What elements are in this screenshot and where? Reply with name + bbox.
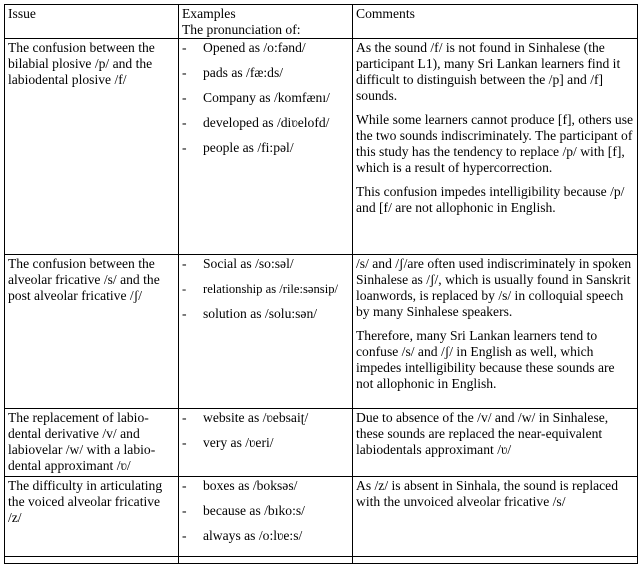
header-row <box>5 5 638 39</box>
example-item: - relationship as /rile:sənsip/ <box>182 281 349 297</box>
examples-list <box>182 410 349 451</box>
issue-cell: The difficulty in articulating the voiced alveolar fricative /z/ <box>5 477 179 557</box>
table-row <box>5 477 638 557</box>
header-issue-text: Issue <box>8 6 36 21</box>
examples-cell <box>179 255 353 409</box>
comment-paragraph: While some learners cannot produce [f], others use the two sounds indiscriminately. The participant of this study has the tendency to replace /p/ with [f], which is a result of hypercorrection. <box>356 112 634 175</box>
examples-cell <box>179 409 353 477</box>
examples-list <box>182 256 349 322</box>
examples-list <box>182 40 349 156</box>
issue-cell: The confusion between the alveolar fricative /s/ and the post alveolar fricative /ʃ/ <box>5 255 179 409</box>
example-item: - always as /o:lʋe:s/ <box>182 528 349 544</box>
example-item: - very as /ʋeri/ <box>182 435 349 451</box>
comments-cell <box>353 255 638 409</box>
empty-cell <box>353 557 638 564</box>
comments-cell <box>353 477 638 557</box>
empty-cell <box>179 557 353 564</box>
table-row <box>5 39 638 255</box>
comment-paragraph: As the sound /f/ is not found in Sinhalese (the participant L1), many Sri Lankan learners find it difficult to distinguish between the /p] and /f] sounds. <box>356 40 621 103</box>
example-item: - people as /fi:pəl/ <box>182 140 349 156</box>
table-row <box>5 255 638 409</box>
example-item: - solution as /solu:sən/ <box>182 306 349 322</box>
comment-paragraph: This confusion impedes intelligibility because /p/ and [f/ are not allophonic in English. <box>356 184 625 215</box>
example-item: - Opened as /o:fənd/ <box>182 40 349 56</box>
comments-cell <box>353 409 638 477</box>
examples-cell <box>179 477 353 557</box>
table-row-partial <box>5 557 638 564</box>
example-item: - boxes as /boksəs/ <box>182 478 349 494</box>
header-examples-text: Examples <box>182 6 236 21</box>
example-item: - Company as /komfænı/ <box>182 90 349 106</box>
comment-paragraph: As /z/ is absent in Sinhala, the sound is replaced with the unvoiced alveolar fricative /s/ <box>356 478 619 509</box>
header-comments <box>353 5 638 39</box>
header-issue <box>5 5 179 39</box>
comments-cell <box>353 39 638 255</box>
header-examples-subtext: The pronunciation of: <box>182 22 301 37</box>
examples-cell <box>179 39 353 255</box>
issue-cell: The confusion between the bilabial plosive /p/ and the labiodental plosive /f/ <box>5 39 179 255</box>
empty-cell <box>5 557 179 564</box>
comment-paragraph: Therefore, many Sri Lankan learners tend to confuse /s/ and /ʃ/ in English as well, which impedes intelligibility because these sounds are not allophonic in English. <box>356 328 615 391</box>
comment-paragraph: Due to absence of the /v/ and /w/ in Sinhalese, these sounds are replaced the near-equivalent labiodentals approximant /ʋ/ <box>356 410 609 457</box>
examples-list <box>182 478 349 544</box>
comment-paragraph: /s/ and /ʃ/are often used indiscriminately in spoken Sinhalese as /ʃ/, which is usually found in Sanskrit loanwords, is replaced by /s/ in colloquial speech by many Sinhalese speakers. <box>356 256 632 319</box>
table-row <box>5 409 638 477</box>
header-comments-text: Comments <box>356 6 415 21</box>
phonology-table <box>4 4 638 564</box>
example-item: - website as /ʋebsaiʈ/ <box>182 410 349 426</box>
example-item: - because as /bıko:s/ <box>182 503 349 519</box>
issue-cell: The replacement of labio-dental derivative /v/ and labiovelar /w/ with a labio-dental approximant /ʋ/ <box>5 409 179 477</box>
example-item: - Social as /so:səl/ <box>182 256 349 272</box>
example-item: - developed as /diʋelofd/ <box>182 115 349 131</box>
header-examples <box>179 5 353 39</box>
example-item: - pads as /fæ:ds/ <box>182 65 349 81</box>
